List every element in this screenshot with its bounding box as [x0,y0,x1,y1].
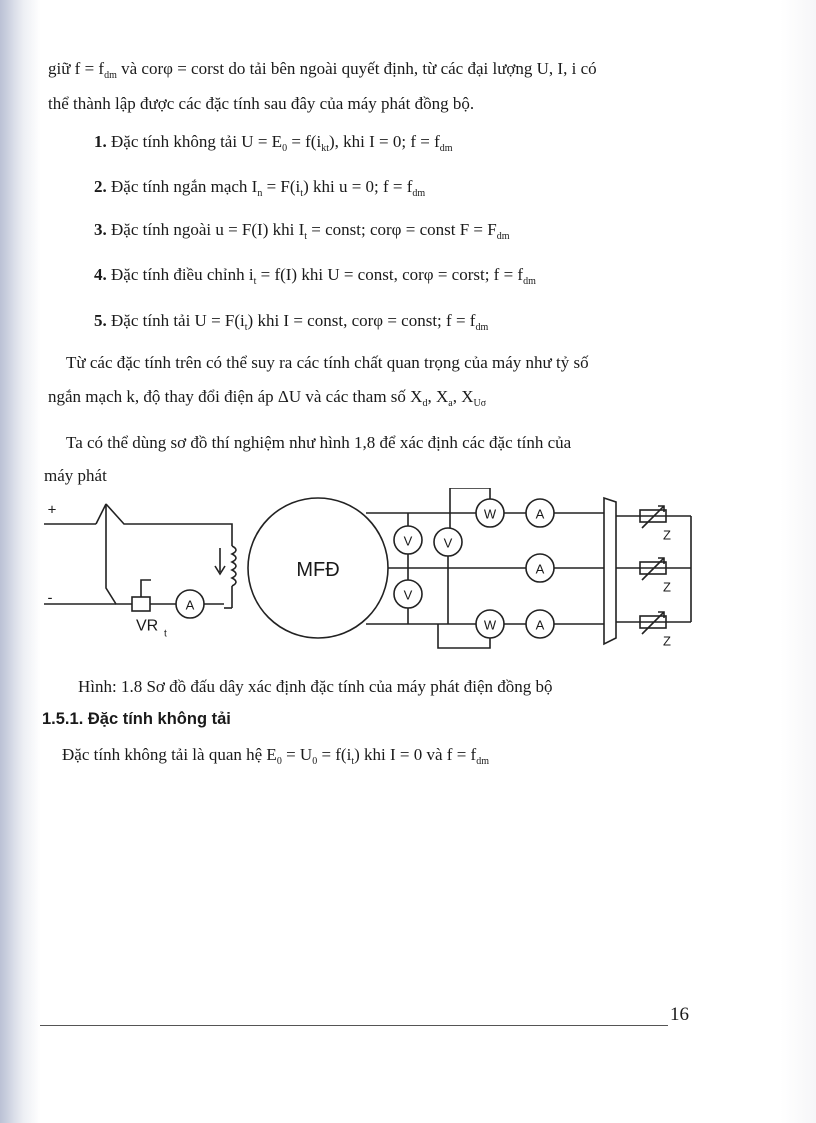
item-text: ), khi I = 0; f = f [328,132,440,151]
voltmeter-3-label: V [403,587,413,603]
item-sub: dm [523,276,536,287]
experiment-line-2: máy phát [44,466,107,485]
plus-label: + [47,501,57,519]
wiring-diagram [36,488,716,678]
item-sub: dm [412,188,426,199]
item-text: = f(I) khi U = const, corφ = corst; f = f [256,265,524,284]
voltmeter-1-label: V [403,533,413,549]
item-sub: 0 [282,143,288,154]
derive-line-2 [48,386,486,408]
page-edge-shadow [0,0,40,1123]
section-sub: 0 [276,756,282,767]
section-text-part: = U [281,745,313,764]
rheostat-label: VR [136,617,159,635]
item-text: Đặc tính ngắn mạch I [106,177,258,196]
wattmeter-1-label: W [483,506,497,522]
characteristic-item-2 [94,176,425,198]
item-sub: kt [321,143,329,154]
item-text: = f(i [287,132,322,151]
item-text: ) khi I = const, corφ = const; f = f [247,311,476,330]
section-sub: dm [476,756,489,767]
characteristic-item-5 [94,310,488,332]
item-sub: dm [439,143,453,154]
generator-label: MFĐ [296,559,340,581]
characteristic-item-4 [94,264,536,286]
derive-sub: a [448,398,453,409]
excitation-wire-top [106,504,232,546]
figure-caption: Hình: 1.8 Sơ đồ đấu dây xác định đặc tính của máy phát điện đồng bộ [78,677,553,696]
item-text: = F(i [262,177,301,196]
intro-line-2: thể thành lập được các đặc tính sau đây của máy phát đồng bộ. [48,94,475,113]
field-coil [232,546,236,586]
derive-text: , X [427,387,449,406]
item-sub: dm [496,231,510,242]
intro-sub: dm [104,70,117,81]
switch-bar [604,498,616,644]
section-text [62,744,489,766]
intro-text-b: và corφ = corst do tải bên ngoài quyết định, từ các đại lượng U, I, i có [116,59,597,78]
load-z-1-label: Z [663,527,671,543]
item-sub: t [300,188,304,199]
section-text-part: ) khi I = 0 và f = f [354,745,477,764]
section-heading: 1.5.1. Đặc tính không tải [42,710,231,728]
item-sub: dm [475,322,489,333]
intro-text-a: giữ f = f [48,59,105,78]
item-number: 4. [94,265,107,284]
item-text: Đặc tính ngoài u = F(I) khi I [106,220,305,239]
item-number: 5. [94,311,107,330]
item-number: 1. [94,132,107,151]
section-text-part: = f(i [317,745,352,764]
load-z-3-label: Z [663,633,671,649]
derive-text: ngắn mạch k, độ thay đổi điện áp ΔU và các tham số X [48,387,423,406]
excitation-wire-left [96,504,132,604]
intro-line-1 [48,58,597,80]
rheostat-body [132,597,150,611]
ammeter-excitation-label: A [185,597,195,613]
characteristic-item-3 [94,219,510,241]
item-sub: t [244,322,248,333]
ammeter-c-label: A [535,617,545,633]
item-number: 2. [94,177,107,196]
footer-rule [40,1025,668,1026]
item-text: Đặc tính tải U = F(i [106,311,245,330]
derive-sub: Uσ [473,398,487,409]
rheostat-sub-label: t [164,628,167,640]
item-text: Đặc tính không tải U = E [106,132,283,151]
experiment-line-1: Ta có thể dùng sơ đồ thí nghiệm như hình 1,8 để xác định các đặc tính của [66,433,572,452]
wattmeter-2-label: W [483,617,497,633]
voltmeter-2-label: V [443,535,453,551]
load-z-2-label: Z [663,579,671,595]
derive-text: , X [452,387,474,406]
item-sub: n [257,188,263,199]
item-number: 3. [94,220,107,239]
minus-label: - [47,589,53,607]
page-number: 16 [670,1004,689,1025]
item-sub: t [304,231,308,242]
section-sub: t [351,756,355,767]
section-sub: 0 [312,756,318,767]
item-sub: t [253,276,257,287]
ammeter-a-label: A [535,506,545,522]
characteristic-item-1 [94,131,453,153]
item-text: ) khi u = 0; f = f [303,177,413,196]
item-text: = const; corφ = const F = F [307,220,497,239]
section-text-part: Đặc tính không tải là quan hệ E [62,745,277,764]
ammeter-b-label: A [535,561,545,577]
derive-line-1: Từ các đặc tính trên có thể suy ra các tính chất quan trọng của máy như tỷ số [66,353,589,372]
item-text: Đặc tính điều chỉnh i [106,265,254,284]
rheostat-wiper [141,580,151,597]
derive-sub: d [422,398,428,409]
